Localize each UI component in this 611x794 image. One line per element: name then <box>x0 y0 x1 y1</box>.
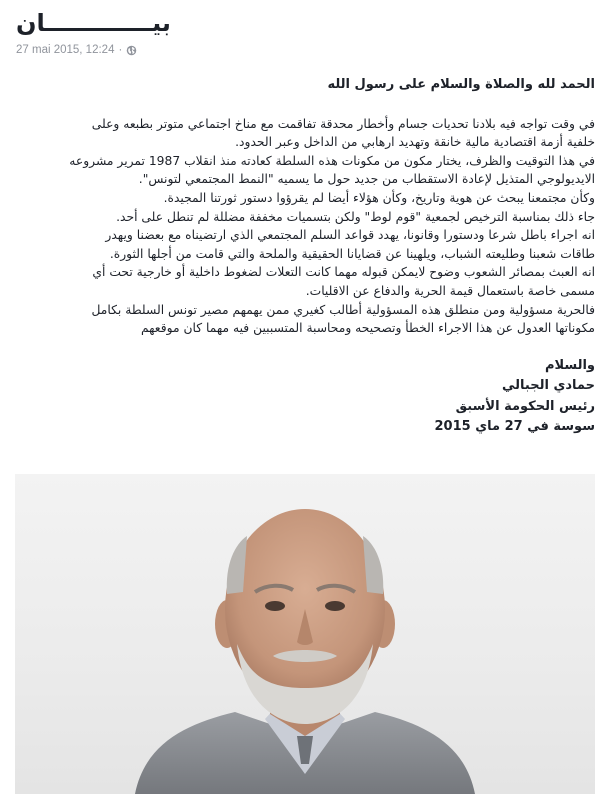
portrait-photo[interactable] <box>15 474 595 794</box>
portrait-illustration <box>15 474 595 794</box>
statement-line: مسمى خاصة باستعمال قيمة الحرية والدفاع عن الاقليات. <box>305 283 595 298</box>
statement-paragraphs <box>15 115 595 338</box>
statement-greeting: الحمد لله والصلاة والسلام على رسول الله <box>327 77 595 92</box>
signature-closing: والسلام <box>544 357 595 373</box>
statement-line: في وقت تواجه فيه بلادنا تحديات جسام وأخطار محدقة تفاقمت مع مناخ اجتماعي متوتر بطبعه وعلى <box>91 116 595 131</box>
left-eye <box>265 601 285 611</box>
statement-line: انه اجراء باطل شرعا ودستورا وقانونا، يهدد قواعد السلم المجتمعي الذي ارتضيناه مع بعضنا ويهدر <box>105 228 595 243</box>
post-header <box>16 8 596 56</box>
statement-line: وكأن مجتمعنا يبحث عن هوية وتاريخ، وكأن هؤلاء أيضا لم يقرؤوا دستور ثورتنا المجيدة. <box>163 190 595 205</box>
statement-body <box>15 76 595 438</box>
statement-line: طاقات شعبنا وطليعته الشباب، ويلهينا عن قضايانا الحقيقية والملحة والتي قامت من أجلها الثورة. <box>109 246 595 261</box>
statement-line: جاء ذلك بمناسبة الترخيص لجمعية "قوم لوط" ولكن بتسميات مخففة مضللة لم تنطل على أحد. <box>116 209 595 224</box>
statement-line: فالحرية مسؤولية ومن منطلق هذه المسؤولية أطالب كغيري ممن يهمهم مصير تونس السلطة بكامل <box>91 302 595 317</box>
signature-place-date: سوسة في 27 ماي 2015 <box>434 419 595 435</box>
statement-line: الايديولوجي المتذيل لإعادة الاستقطاب من جديد حول ما يسميه "النمط المجتمعي لتونس". <box>138 172 595 187</box>
post-timestamp[interactable]: 27 mai 2015, 12:24 <box>16 44 115 56</box>
signature-name: حمادي الجبالي <box>501 378 595 394</box>
statement-line: خلفية أزمة اقتصادية مالية خانقة وتهديد ارهابي من الداخل وعبر الحدود. <box>235 135 595 150</box>
signature-position: رئيس الحكومة الأسبق <box>455 398 595 414</box>
statement-line: في هذا التوقيت والظرف، يختار مكون من مكونات هذه السلطة كعادته منذ انقلاب 1987 تمرير مشروعه <box>69 153 595 168</box>
globe-icon[interactable] <box>126 45 137 56</box>
right-eye <box>325 601 345 611</box>
statement-line: مكوناتها العدول عن هذا الاجراء الخطأ وتصحيحه ومحاسبة المتسببين فيه مهما كان موقعهم <box>140 321 595 336</box>
post-meta <box>16 44 596 56</box>
meta-separator: · <box>118 44 123 56</box>
signature-block <box>15 356 595 438</box>
statement-line: انه العبث بمصائر الشعوب وضوح لايمكن قبوله مهما كانت التعلات لضغوط داخلية أو خارجية تحت أي <box>92 265 595 280</box>
post-title: بيـــــــــــــان <box>16 9 171 37</box>
